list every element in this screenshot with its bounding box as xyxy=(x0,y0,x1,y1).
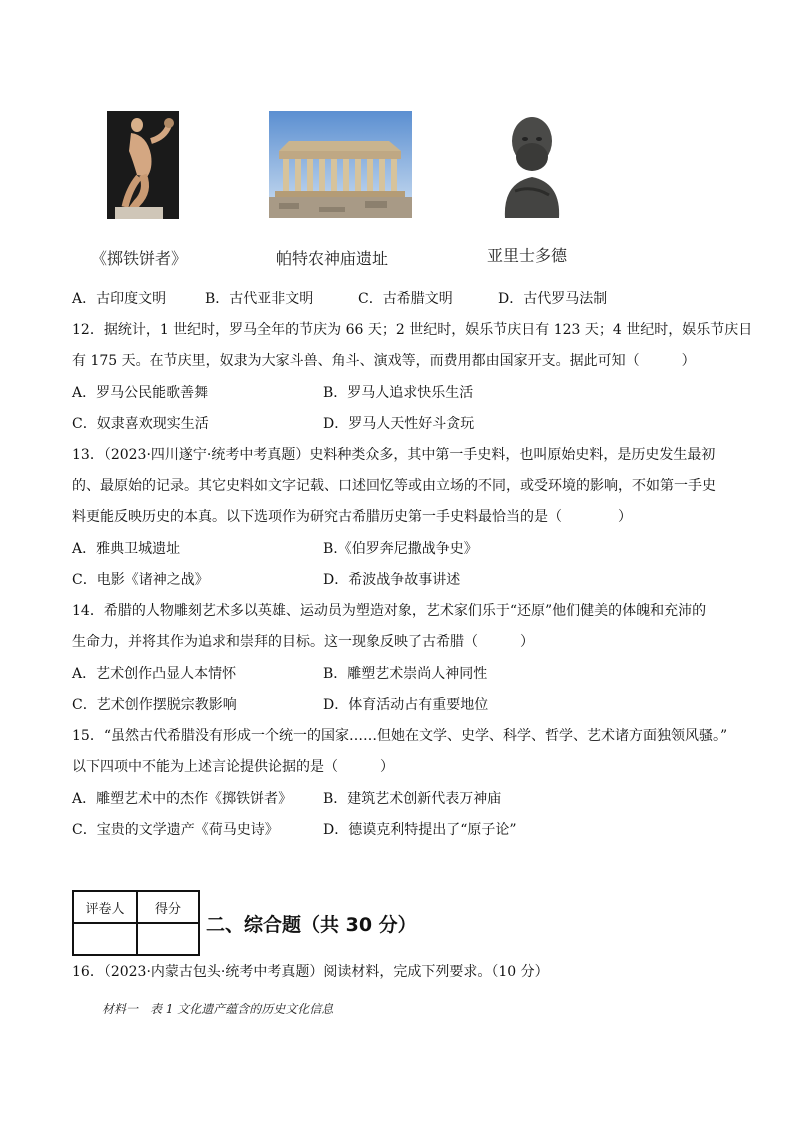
q11-option-d[interactable]: D．古代罗马法制 xyxy=(498,291,608,307)
score-cell xyxy=(137,923,199,955)
q12-option-a[interactable]: A．罗马公民能歌善舞 xyxy=(72,385,209,401)
grader-cell xyxy=(73,923,137,955)
parthenon-caption: 帕特农神庙遗址 xyxy=(276,249,389,268)
q15-option-a[interactable]: A．雕塑艺术中的杰作《掷铁饼者》 xyxy=(72,791,293,807)
q11-option-c[interactable]: C．古希腊文明 xyxy=(358,291,453,307)
discus-thrower-icon xyxy=(107,111,179,219)
q14-stem-line-2: 生命力，并将其作为追求和崇拜的目标。这一现象反映了古希腊（ ） xyxy=(72,634,534,650)
q12-stem-line-1: 12．据统计，1 世纪时，罗马全年的节庆为 66 天；2 世纪时，娱乐节庆日有 123 天；4 世纪时，娱乐节庆日 xyxy=(72,322,753,338)
q12-option-c[interactable]: C．奴隶喜欢现实生活 xyxy=(72,416,209,432)
q13-option-b[interactable]: B.《伯罗奔尼撒战争史》 xyxy=(323,541,478,557)
q13-option-c[interactable]: C．电影《诸神之战》 xyxy=(72,572,209,588)
q15-stem-line-1: 15．“虽然古代希腊没有形成一个统一的国家……但她在文学、史学、科学、哲学、艺术诸方面独领风骚。” xyxy=(72,728,728,744)
parthenon-icon xyxy=(269,111,412,218)
q14-option-b[interactable]: B．雕塑艺术崇尚人神同性 xyxy=(323,666,488,682)
q13-stem-line-1: 13．（2023·四川遂宁·统考中考真题）史料种类众多，其中第一手史料，也叫原始史料，是历史发生最初 xyxy=(72,447,716,463)
q14-option-c[interactable]: C．艺术创作摆脱宗教影响 xyxy=(72,697,237,713)
q15-option-d[interactable]: D．德谟克利特提出了“原子论” xyxy=(323,822,517,838)
q14-option-a[interactable]: A．艺术创作凸显人本情怀 xyxy=(72,666,237,682)
q15-option-b[interactable]: B．建筑艺术创新代表万神庙 xyxy=(323,791,502,807)
q16-stem: 16．（2023·内蒙古包头·统考中考真题）阅读材料，完成下列要求。（10 分） xyxy=(72,964,549,980)
grading-table xyxy=(72,890,200,956)
q13-option-a[interactable]: A．雅典卫城遗址 xyxy=(72,541,181,557)
parthenon-image xyxy=(269,111,412,218)
q14-stem-line-1: 14．希腊的人物雕刻艺术多以英雄、运动员为塑造对象，艺术家们乐于“还原”他们健美的体魄和充沛的 xyxy=(72,603,707,619)
discus-caption: 《掷铁饼者》 xyxy=(91,249,188,268)
material-one-caption: 材料一 表 1 文化遗产蕴含的历史文化信息 xyxy=(102,1002,334,1016)
q12-option-d[interactable]: D．罗马人天性好斗贪玩 xyxy=(323,416,475,432)
q13-stem-line-2: 的、最原始的记录。其它史料如文字记载、口述回忆等或由立场的不同，或受环境的影响，不如第一手史 xyxy=(72,478,716,494)
q13-option-d[interactable]: D．希波战争故事讲述 xyxy=(323,572,461,588)
q11-option-b[interactable]: B．古代亚非文明 xyxy=(205,291,314,307)
q15-stem-line-2: 以下四项中不能为上述言论提供论据的是（ ） xyxy=(72,759,394,775)
section-title: 二、综合题（共 30 分） xyxy=(206,914,417,936)
q12-stem-line-2: 有 175 天。在节庆里，奴隶为大家斗兽、角斗、演戏等，而费用都由国家开支。据此可知（ ） xyxy=(72,353,696,369)
aristotle-image xyxy=(491,111,573,218)
q15-option-c[interactable]: C．宝贵的文学遗产《荷马史诗》 xyxy=(72,822,279,838)
q14-option-d[interactable]: D．体育活动占有重要地位 xyxy=(323,697,489,713)
grader-label: 评卷人 xyxy=(73,891,137,923)
q12-option-b[interactable]: B．罗马人追求快乐生活 xyxy=(323,385,474,401)
discus-thrower-image xyxy=(107,111,179,219)
aristotle-bust-icon xyxy=(491,111,573,218)
q13-stem-line-3: 料更能反映历史的本真。以下选项作为研究古希腊历史第一手史料最恰当的是（ ） xyxy=(72,509,632,525)
score-label: 得分 xyxy=(137,891,199,923)
aristotle-caption: 亚里士多德 xyxy=(487,246,568,265)
q11-option-a[interactable]: A．古印度文明 xyxy=(72,291,167,307)
